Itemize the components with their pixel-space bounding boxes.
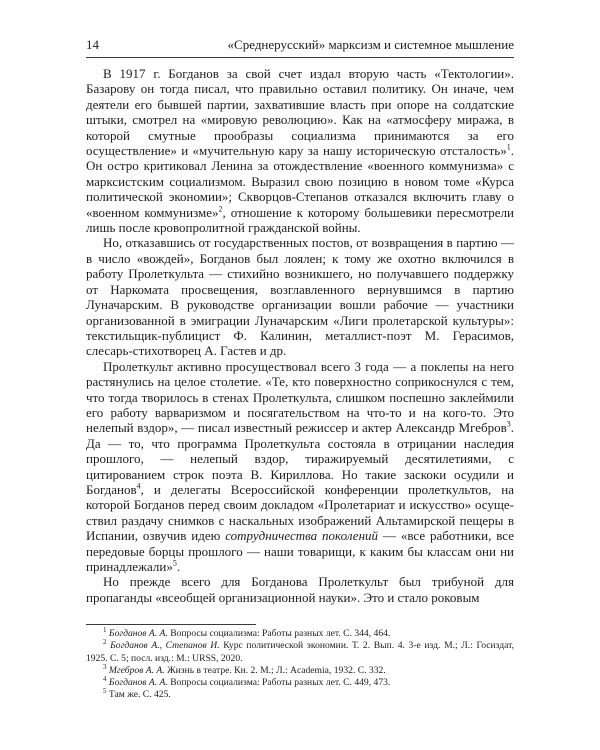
text-segment: — «все работники, все передовые борцы прошлого — наши товарищи, к каким бы классам они ни принадлежали» bbox=[86, 528, 514, 574]
text-segment: . Он остро критиковал Ленина за отождествление «военного коммунизма» с марксистским социализмом. Выразил свою позицию в новом томе «Курса политической экономии»; Скворцов-Степанов отказался включить главу о «военном коммунизме» bbox=[86, 143, 514, 220]
text-segment: , отношение к которому большевики пересмотрели лишь после кровопролитной гражданской войны. bbox=[86, 204, 514, 236]
footnote bbox=[86, 662, 514, 677]
footnote-number: 3 bbox=[103, 662, 107, 671]
footnote-author: Богданов А. А. bbox=[108, 677, 168, 689]
footnote-marker: 5 bbox=[172, 558, 177, 568]
footnote-text: Жизнь в театре. Кн. 2. М.; Л.: Academia, 1932. С. 332. bbox=[164, 664, 386, 676]
text-segment: В 1917 г. Богданов за свой счет издал вторую часть «Тектологии». Базарову он тогда писал, что правильно оставил политику. Он иначе, чем деятели его бывшей партии, захватившие власть при опоре на солдатские штыки, смотрел на «мировую революцию». Как на «атмосферу миража, в которой смутные прообразы социализма принимаются за его осуществление» и «мучительную кару за нашу историческую отсталость» bbox=[86, 66, 514, 159]
running-title: «Среднерусский» марксизм и системное мышление bbox=[227, 37, 514, 52]
footnote-number: 4 bbox=[103, 675, 107, 683]
footnote bbox=[86, 677, 514, 689]
footnote-marker: 1 bbox=[506, 142, 511, 152]
footnote-author: Богданов А., Степанов И. bbox=[110, 640, 220, 652]
footnote-text: Вопросы социализма: Работы разных лет. С. 449, 473. bbox=[167, 677, 391, 689]
footnote-number: 5 bbox=[103, 687, 107, 696]
text-segment: Но прежде всего для Богданова Пролеткульт был трибуной для пропаганды «всеобщей организационной науки». Это и стало роковым bbox=[86, 574, 514, 605]
footnote bbox=[86, 640, 514, 665]
footnote-author: Мгебров А. А. bbox=[108, 664, 165, 676]
footnote-author: Богданов А. А. bbox=[108, 628, 168, 639]
text-segment: Пролеткульт активно просуществовал всего 3 года — а поклепы на него растянулись на целое столетие. «Те, кто поверхностно соприкоснулся с тем, что тогда творилось в стенах Пролеткульта, слишком поспешно заклеймили его работу варваризмом и посягательством на что-то и на кого-то. Это нелепый вздор», — писал известный режиссер и актер Александр Мгебров bbox=[86, 358, 514, 436]
footnote-text: Там же. С. 425. bbox=[108, 689, 171, 701]
footnote-text: Вопросы социализма: Работы разных лет. С. 344, 464. bbox=[167, 628, 391, 639]
footnotes bbox=[86, 625, 515, 702]
text-segment: Но, отказавшись от государственных постов, от возвращения в партию — в число «вождей», Богданов был лоялен; к тому же охотно включился в работу Пролеткульта — стихийно возникшего, но получавшего поддержку от Наркомата просвещения, возглавленного вернувшимся в партию Луначарским. В руководстве организации вошли рабочие — участники организованной в эмиграции Луначарским «Лиги пролетарской культуры»: текстильщик-публицист Ф. Калинин, металлист-поэт М. Герасимов, слесарь-стихотворец А. Гастев и др. bbox=[86, 235, 514, 359]
emphasis-text: сотрудничества поколений bbox=[225, 528, 379, 544]
text-segment: . Да — то, что программа Пролеткульта состояла в отрицании наследия прошлого, — нелепый вздор, тиражируемый десятилетиями, с цитированием строк поэта В. Кириллова. Но такие заскоки осудили и Богданов bbox=[86, 420, 514, 497]
text-segment: , и делегаты Всероссийской конференции пролеткультов, на которой Богданов перед своим докладом «Пролетариат и искусство» осуществил раздачу снимков с наскальных изображений Альтамирской пещеры в Испании, озвучив идею bbox=[86, 481, 514, 544]
paragraph bbox=[86, 359, 514, 575]
paragraph bbox=[86, 66, 514, 235]
paragraph bbox=[86, 235, 514, 358]
footnote-marker: 2 bbox=[218, 204, 223, 214]
paragraph bbox=[86, 574, 514, 605]
text-segment: . bbox=[176, 559, 181, 574]
footnote-marker: 4 bbox=[136, 481, 141, 491]
footnote-number: 1 bbox=[103, 625, 107, 634]
footnote bbox=[86, 689, 514, 701]
footnote-separator bbox=[86, 624, 256, 625]
footnote-text: Курс политической экономии. Т. 2. Вып. 4. 3-е изд. М.; Л.: Госиздат, 1925. С. 5; посл. изд.: М.: URSS, 2020. bbox=[86, 640, 515, 664]
page-number: 14 bbox=[86, 37, 99, 52]
main-text bbox=[86, 66, 514, 605]
footnote bbox=[86, 625, 514, 640]
footnote-marker: 3 bbox=[506, 420, 511, 430]
footnote-number: 2 bbox=[103, 638, 107, 647]
header-rule bbox=[86, 57, 514, 58]
running-header bbox=[86, 36, 514, 54]
